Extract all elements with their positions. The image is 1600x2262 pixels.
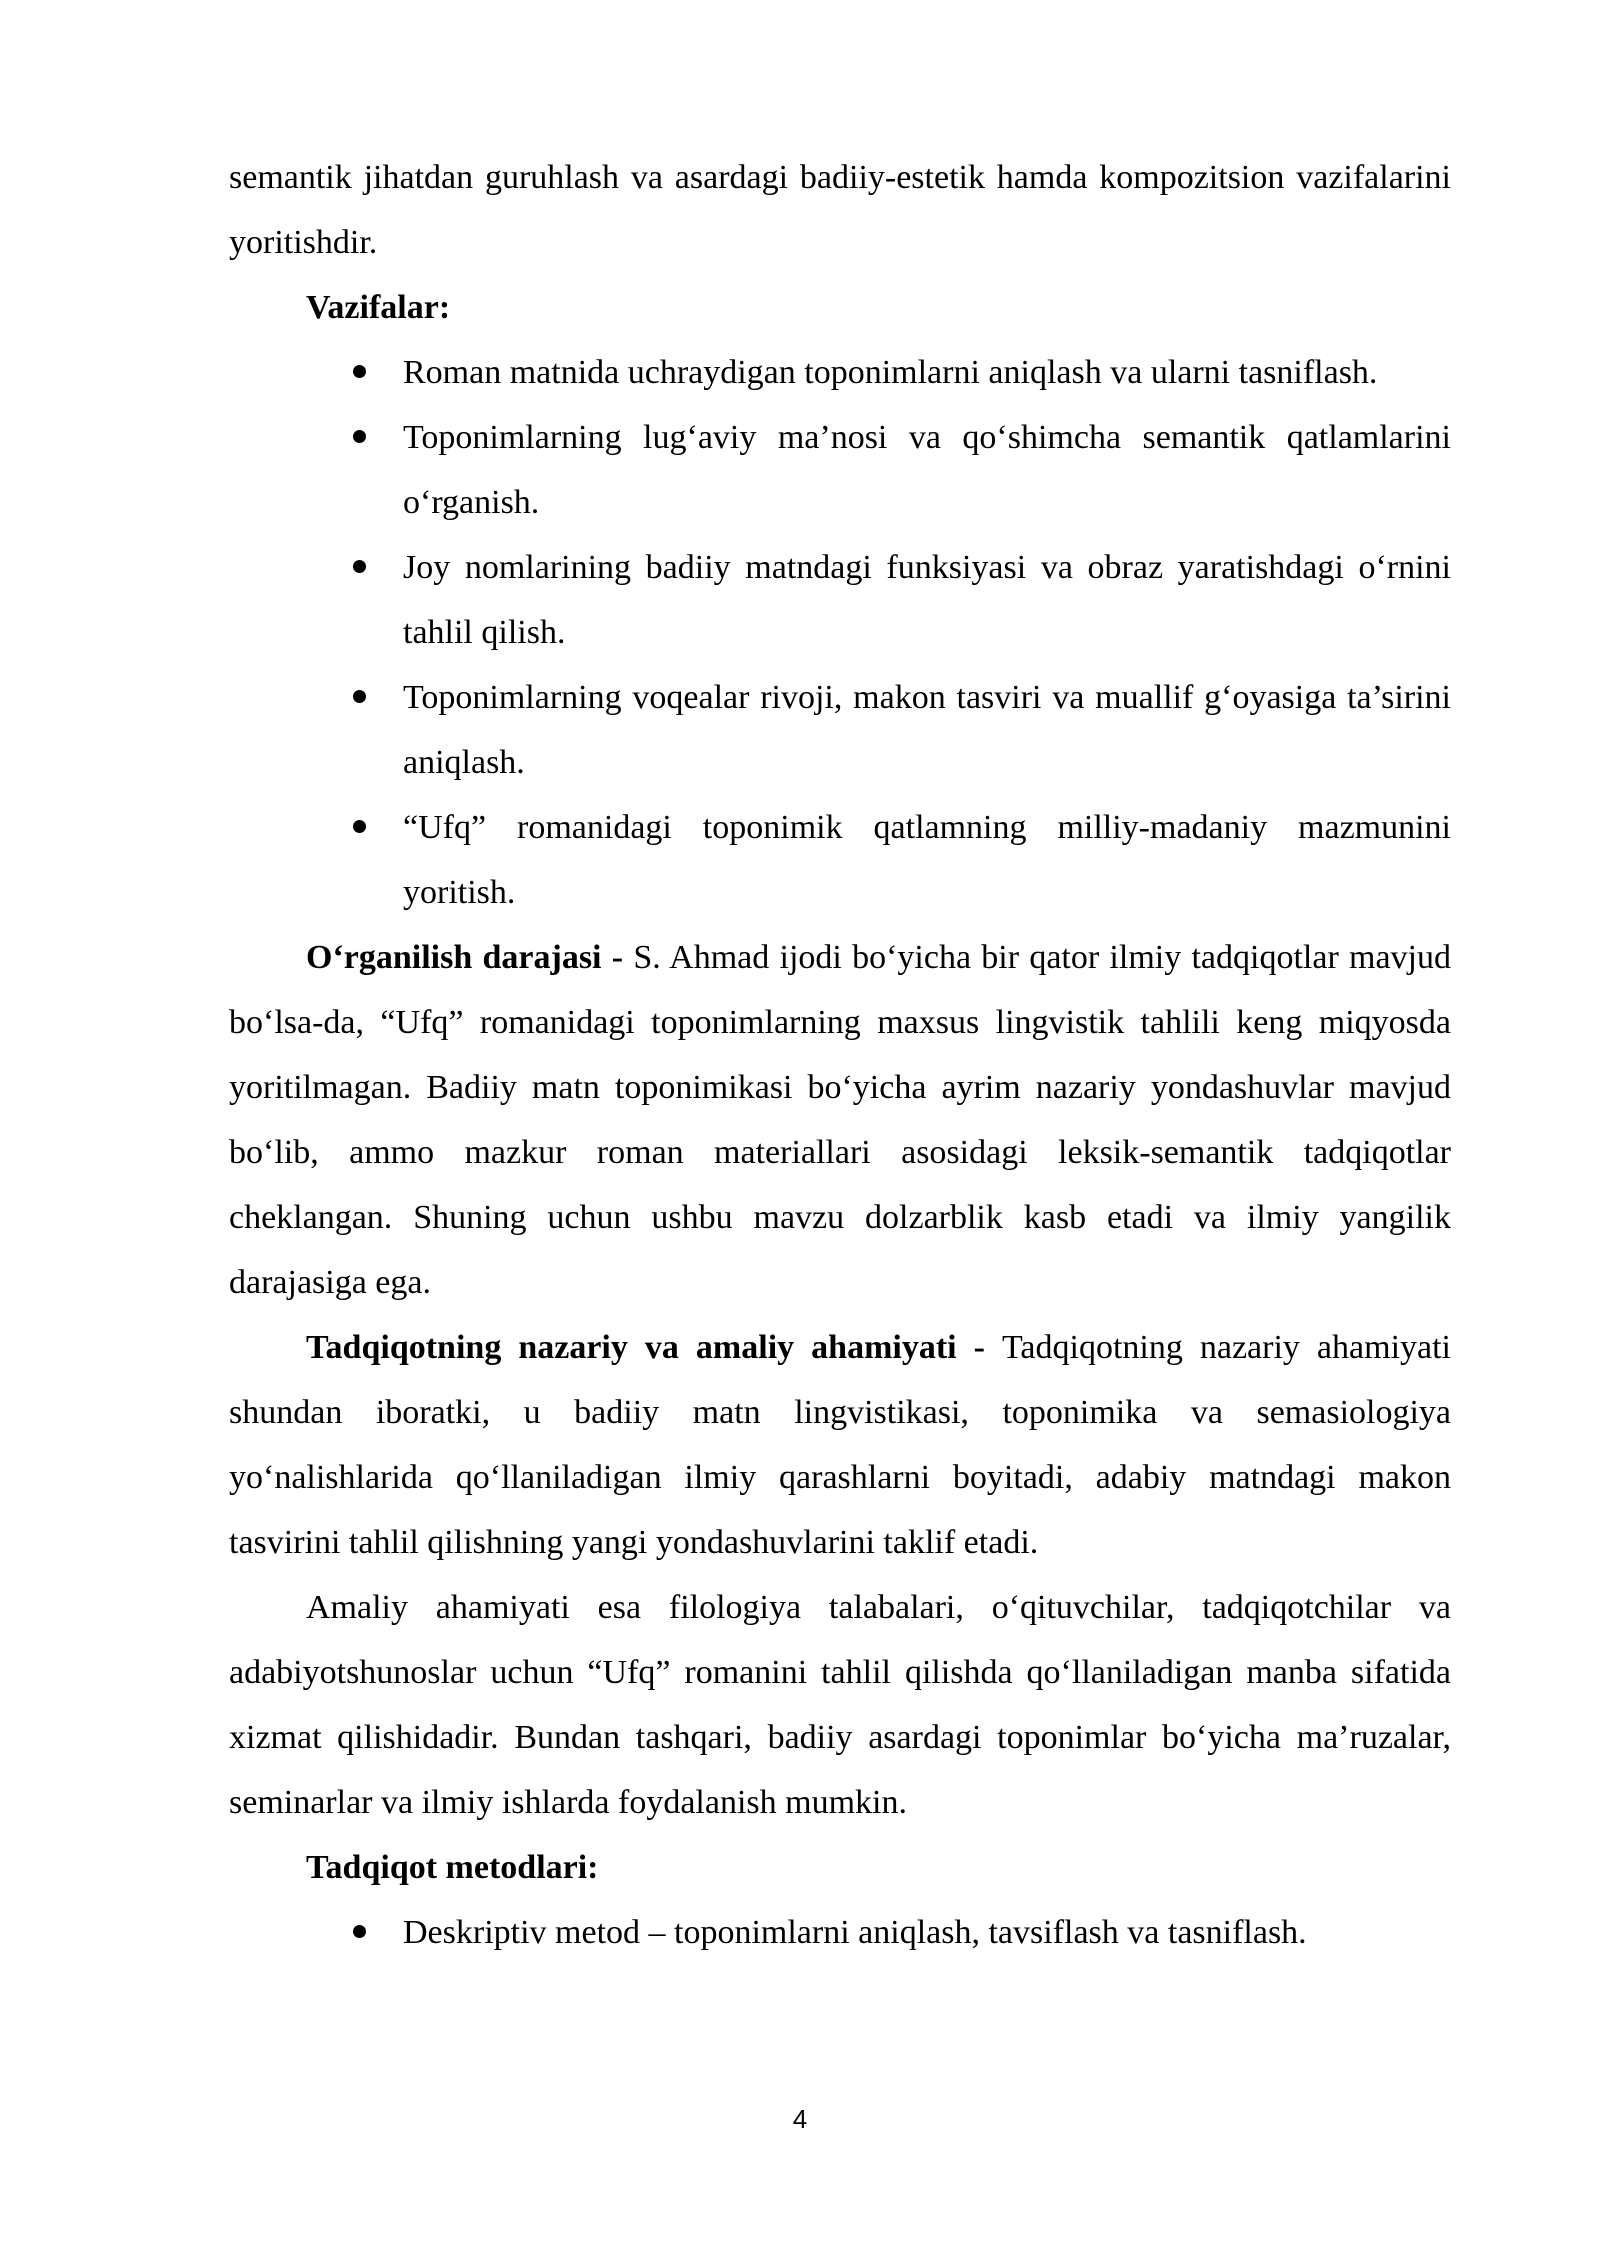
significance-separator: -: [956, 1329, 1003, 1366]
list-item-text: Toponimlarning voqealar rivoji, makon tasviri va muallif g‘oyasiga ta’sirini aniqlash.: [403, 679, 1451, 781]
list-item: [403, 535, 1451, 665]
list-item-text: Deskriptiv metod – toponimlarni aniqlash, tavsiflash va tasniflash.: [403, 1914, 1307, 1951]
study-level-text: S. Ahmad ijodi bo‘yicha bir qator ilmiy tadqiqotlar mavjud bo‘lsa-da, “Ufq” romanidagi toponimlarning maxsus lingvistik tahlili keng miqyosda yoritilmagan. Badiiy matn toponimikasi bo‘yicha ayrim nazariy yondashuvlar mavjud bo‘lib, ammo mazkur roman materiallari asosidagi leksik-semantik tadqiqotlar cheklangan. Shuning uchun ushbu mavzu dolzarblik kasb etadi va ilmiy yangilik darajasiga ega.: [229, 939, 1452, 1301]
list-item-text: Toponimlarning lug‘aviy ma’nosi va qo‘shimcha semantik qatlamlarini o‘rganish.: [403, 419, 1451, 521]
study-level-paragraph: [229, 925, 1451, 1315]
list-item: [403, 1900, 1451, 1965]
list-item-text: Roman matnida uchraydigan toponimlarni aniqlash va ularni tasniflash.: [403, 354, 1378, 391]
bullet-icon: [353, 365, 366, 378]
list-item: [403, 665, 1451, 795]
study-level-separator: -: [601, 939, 634, 976]
list-item: [403, 340, 1451, 405]
list-item: [403, 405, 1451, 535]
bullet-icon: [353, 690, 366, 703]
tasks-heading: Vazifalar:: [306, 289, 451, 326]
significance-text: Tadqiqotning nazariy ahamiyati shundan iboratki, u badiiy matn lingvistikasi, toponimika va semasiologiya yo‘nalishlarida qo‘llaniladigan ilmiy qarashlarni boyitadi, adabiy matndagi makon tasvirini tahlil qilishning yangi yondashuvlarini taklif etadi.: [229, 1329, 1451, 1561]
study-level-label: O‘rganilish darajasi: [306, 939, 602, 976]
bullet-icon: [353, 430, 366, 443]
document-page: [229, 145, 1451, 1965]
significance-paragraph: [229, 1315, 1451, 1575]
bullet-icon: [353, 1925, 366, 1938]
bullet-icon: [353, 820, 366, 833]
methods-list: [229, 1900, 1451, 1965]
intro-paragraph: semantik jihatdan guruhlash va asardagi badiiy-estetik hamda kompozitsion vazifalarini yoritishdir.: [229, 159, 1451, 261]
practical-paragraph: Amaliy ahamiyati esa filologiya talabalari, o‘qituvchilar, tadqiqotchilar va adabiyotshunoslar uchun “Ufq” romanini tahlil qilishda qo‘llaniladigan manba sifatida xizmat qilishidadir. Bundan tashqari, badiiy asardagi toponimlar bo‘yicha ma’ruzalar, seminarlar va ilmiy ishlarda foydalanish mumkin.: [229, 1589, 1451, 1821]
list-item-text: “Ufq” romanidagi toponimik qatlamning milliy-madaniy mazmunini yoritish.: [403, 809, 1451, 911]
tasks-list: [229, 340, 1451, 925]
bullet-icon: [353, 560, 366, 573]
list-item: [403, 795, 1451, 925]
significance-label: Tadqiqotning nazariy va amaliy ahamiyati: [306, 1329, 957, 1366]
methods-heading: Tadqiqot metodlari:: [306, 1849, 599, 1886]
list-item-text: Joy nomlarining badiiy matndagi funksiyasi va obraz yaratishdagi o‘rnini tahlil qilish.: [403, 549, 1451, 651]
page-number: 4: [792, 2104, 808, 2134]
